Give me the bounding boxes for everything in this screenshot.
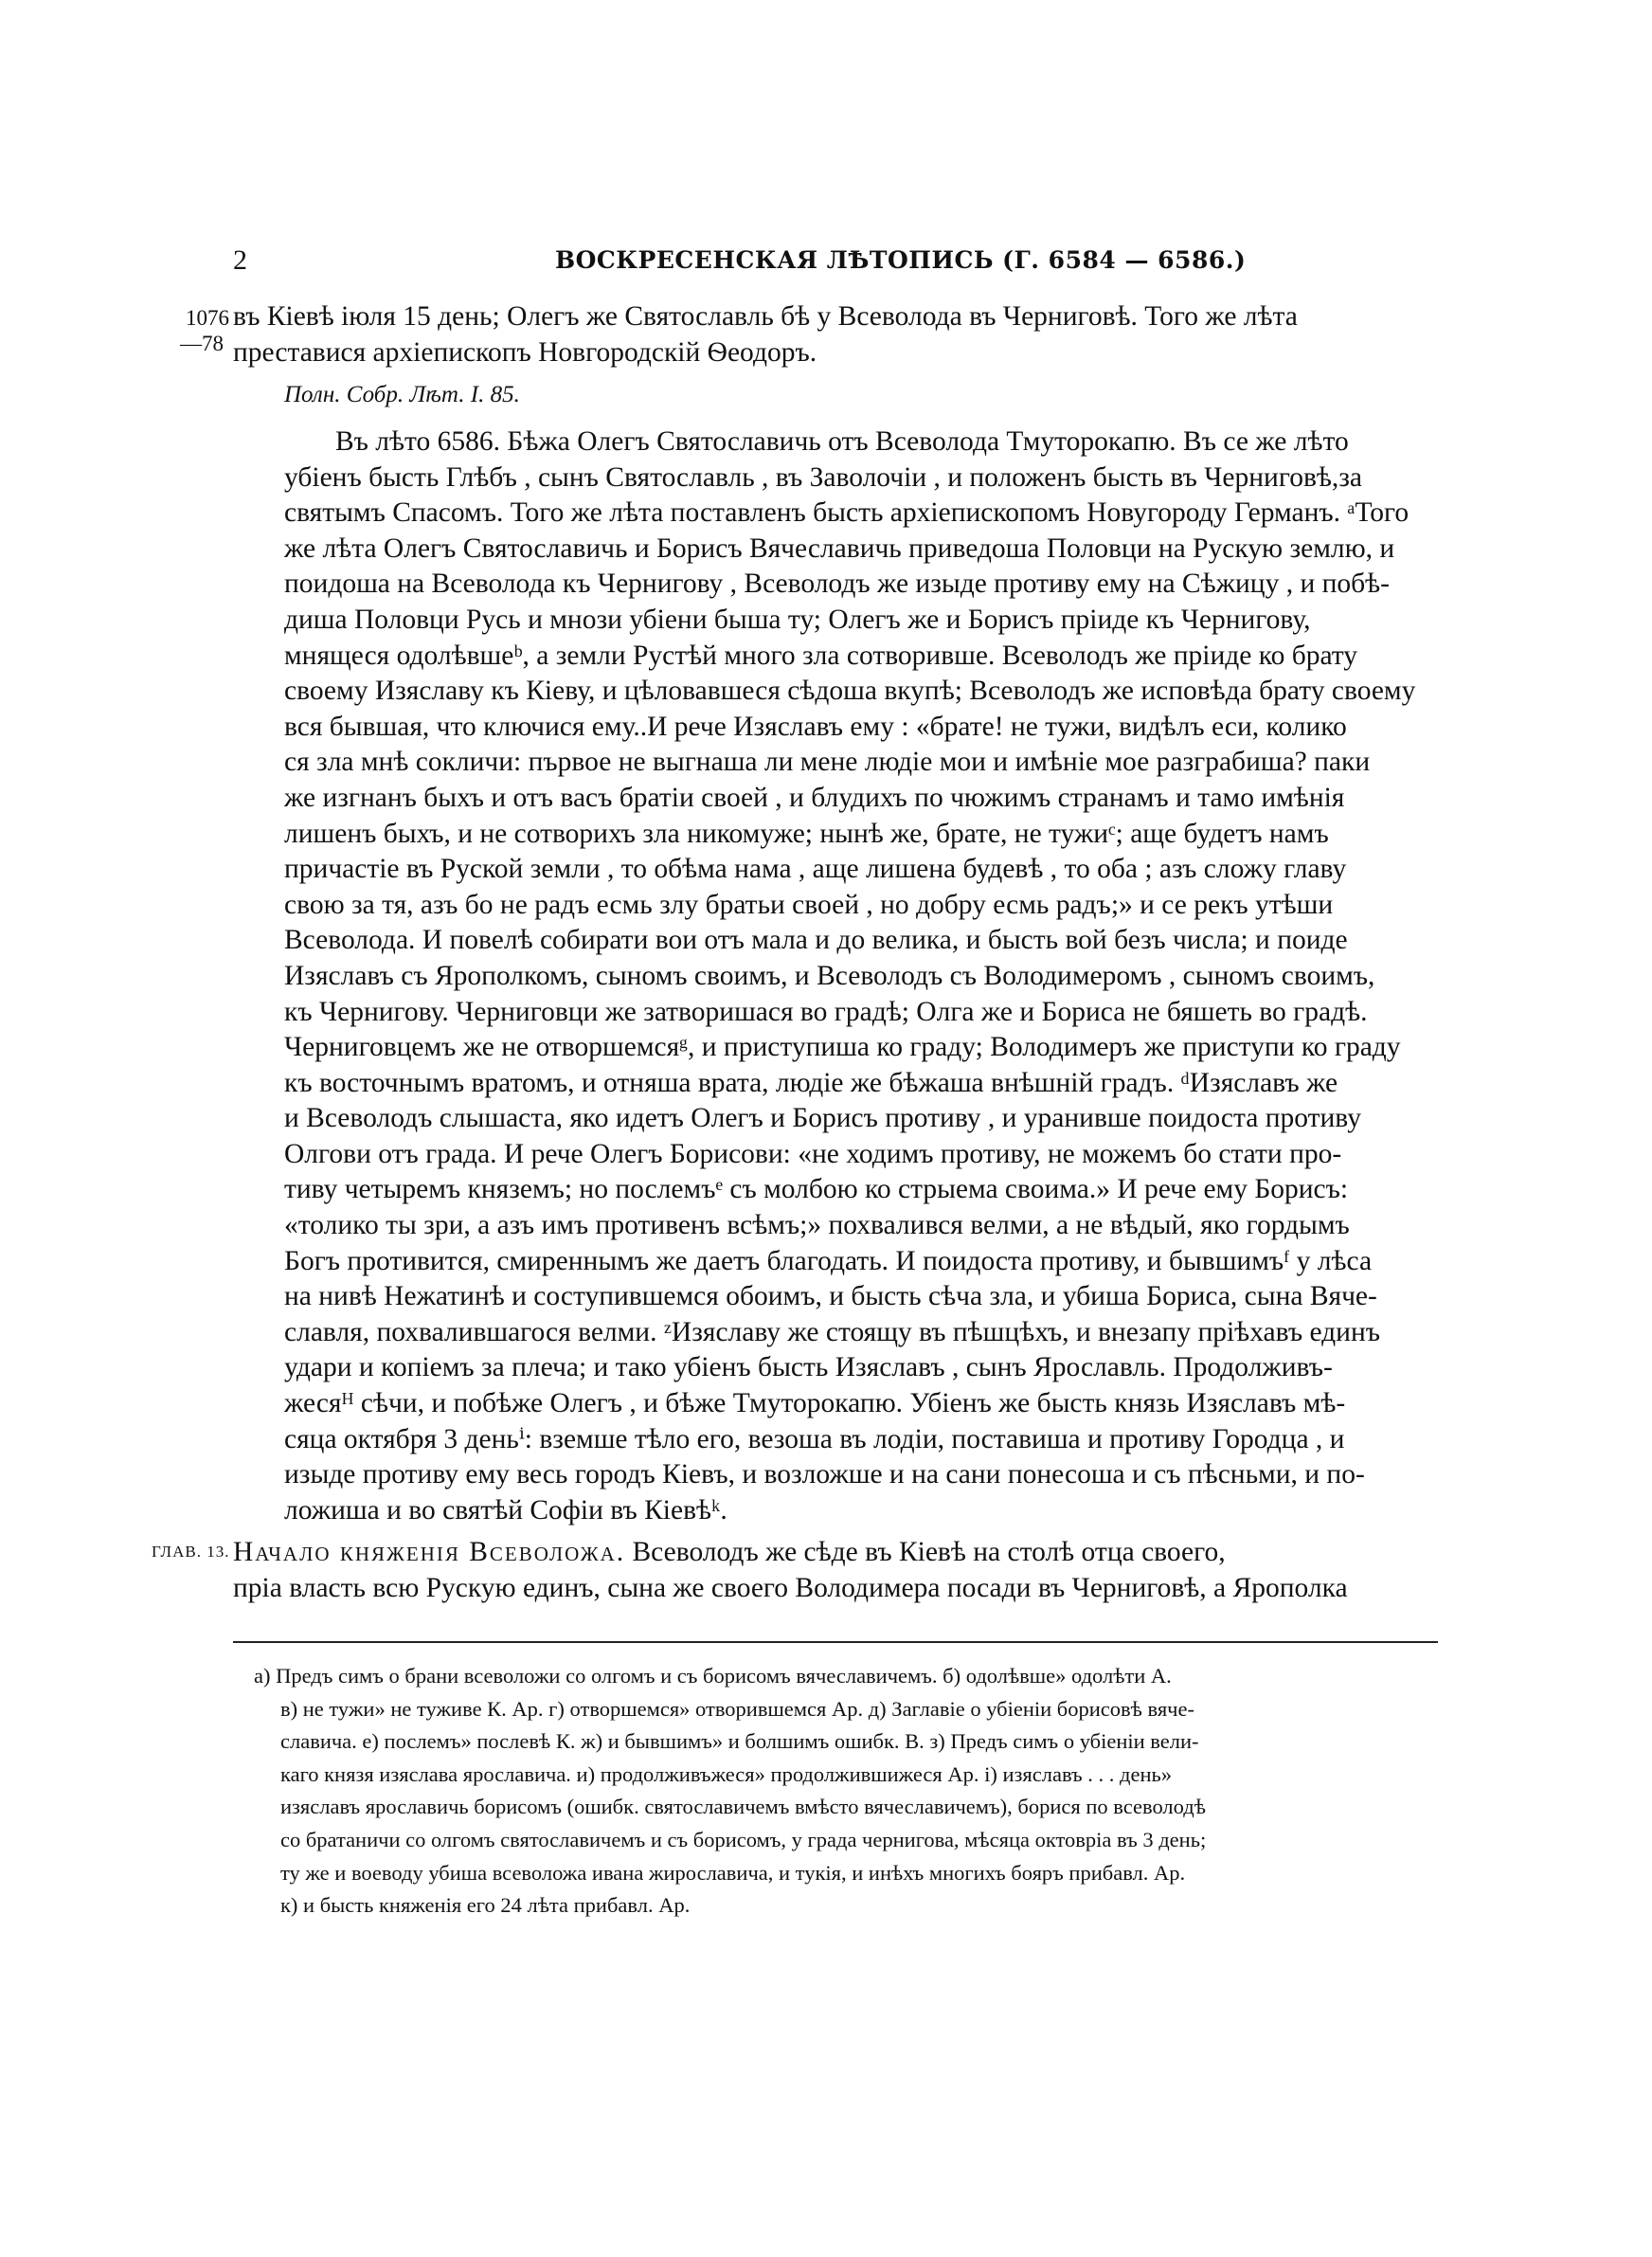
source-reference: Полн. Собр. Лѣт. I. 85. [284, 382, 520, 407]
page-header [233, 244, 1464, 282]
text-line: славля, похвалившагося велми. ᶻИзяславу же стоящу въ пѣшцѣхъ, и внезапу пріѣхавъ единъ [284, 1316, 1381, 1347]
footnote-line: к) и бысть княженія его 24 лѣта прибавл. Ар. [280, 1893, 691, 1918]
page-number: 2 [233, 244, 247, 276]
text-line: своему Изяславу къ Кіеву, и цѣловавшеся сѣдоша вкупѣ; Всеволодъ же исповѣда брату своему [284, 676, 1416, 707]
text-line: Всеволода. И повелѣ собирати вои отъ мала и до велика, и бысть вой безъ числа; и поиде [284, 925, 1348, 956]
text-line: свою за тя, азъ бо не радъ есмь злу братьи своей , но добру есмь радъ;» и се рекъ утѣши [284, 889, 1334, 920]
text-line: поидоша на Всеволода къ Чернигову , Всеволодъ же изыде противу ему на Сѣжицу , и побѣ- [284, 569, 1391, 600]
running-title: ВОСКРЕСЕНСКАЯ ЛѢТОПИСЬ (Г. 6584 — 6586.) [555, 246, 1247, 274]
text-line: къ Чернигову. Черниговци же затворишася во градѣ; Олга же и Бориса не бяшеть во градѣ. [284, 996, 1368, 1027]
text-line: лишенъ быхъ, и не сотворихъ зла никомуже; нынѣ же, брате, не тужиᶜ; аще будетъ намъ [284, 818, 1329, 849]
text-line: же изгнанъ быхъ и отъ васъ братіи своей , и блудихъ по чюжимъ странамъ и тамо имѣнія [284, 782, 1345, 813]
text-line: диша Половци Русь и мнози убіени быша ту; Олегъ же и Борисъ пріиде къ Чернигову, [284, 604, 1311, 635]
entry-6586 [233, 424, 1438, 1528]
text-line: Богъ противится, смиреннымъ же даетъ благодать. И поидоста противу, и бывшимъᶠ у лѣса [284, 1245, 1373, 1276]
text-line: убіенъ бысть Глѣбъ , сынъ Святославль , въ Заволочіи , и положенъ бысть въ Черниговѣ,за [284, 461, 1363, 493]
chapter-text: Всеволодъ же сѣде въ Кіевѣ на столѣ отца своего, [632, 1537, 1226, 1567]
text-line: Олгови отъ града. И рече Олегъ Борисови: «не ходимъ противу, не можемъ бо стати про- [284, 1138, 1342, 1169]
footnote-line: славича. е) послемъ» послевѣ К. ж) и бывшимъ» и болшимъ ошибк. В. з) Предъ симъ о убіеніи вели- [280, 1729, 1199, 1754]
chapter-13 [233, 1535, 1438, 1606]
footnote-line: а) Предъ симъ о брани всеволожи со олгомъ и съ борисомъ вячеславичемъ. б) одолѣвше» одолѣти А. [254, 1664, 1172, 1688]
text-line: же лѣта Олегъ Святославичь и Борисъ Вячеславичь приведоша Половци на Рускую землю, и [284, 533, 1395, 564]
text-line: ложиша и во святѣй Софіи въ Кіевѣᵏ. [284, 1494, 727, 1526]
text-line: къ восточнымъ вратомъ, и отняша врата, людіе же бѣжаша внѣшній градъ. ᵈИзяславъ же [284, 1067, 1338, 1098]
text-line: Изяславъ съ Ярополкомъ, сыномъ своимъ, и Всеволодъ съ Володимеромъ , сыномъ своимъ, [284, 960, 1375, 991]
footnote-line: изяславъ ярославичь борисомъ (ошибк. святославичемъ вмѣсто вячеславичемъ), борися по всеволодѣ [280, 1795, 1206, 1819]
text-line: ся зла мнѣ сокличи: първое не выгнаша ли мене людіе мои и имѣніе мое разграбиша? паки [284, 747, 1371, 778]
text-line: вся бывшая, что ключися ему..И рече Изяславъ ему : «брате! не тужи, видѣлъ еси, колико [284, 711, 1347, 742]
margin-year-start: 1076 [186, 306, 229, 330]
text-line: изыде противу ему весь городъ Кіевъ, и возложше и на сани понесоша и съ пѣсньми, и по- [284, 1459, 1365, 1490]
margin-year-end: —78 [180, 332, 224, 355]
text-line: святымъ Спасомъ. Того же лѣта поставленъ бысть архіепископомъ Новугороду Германъ. ᵃТого [284, 497, 1410, 529]
footnote-line: ту же и воеводу убиша всеволожа ивана жирославича, и тукія, и инѣхъ многихъ бояръ прибавл. Ар. [280, 1860, 1186, 1885]
margin-chapter-marker: ГЛАВ. 13. [152, 1543, 230, 1561]
footnote-divider [233, 1641, 1438, 1643]
entry-1076 [233, 299, 1438, 370]
text-line: «толико ты зри, а азъ имъ противенъ всѣмъ;» похвалився велми, а не вѣдый, яко гордымъ [284, 1210, 1350, 1241]
text-line: на нивѣ Нежатинѣ и соступившемся обоимъ, и бысть сѣча зла, и убиша Бориса, сына Вяче- [284, 1281, 1377, 1312]
footnote-line: каго князя изяслава ярославича. и) продолживъжеся» продолжившижеся Ар. і) изяславъ . . . день» [280, 1761, 1173, 1786]
footnote-line: в) не тужи» не туживе К. Ар. г) отворшемся» отворившемся Ар. д) Заглавіе о убіеніи борисовѣ вяче- [280, 1696, 1194, 1721]
footnotes [254, 1660, 1438, 1923]
chapter-title: Начало княженія Всеволожа. [233, 1537, 626, 1567]
text-line: удари и копіемъ за плеча; и тако убіенъ бысть Изяславъ , сынъ Ярославль. Продолживъ- [284, 1352, 1333, 1383]
footnote-line: со братаничи со олгомъ святославичемъ и съ борисомъ, у града чернигова, мѣсяца октовріа въ 3 день; [280, 1827, 1207, 1851]
text-line: мнящеся одолѣвшеᵇ, а земли Рустѣй много зла сотворивше. Всеволодъ же пріиде ко брату [284, 640, 1358, 671]
text-line: Въ лѣто 6586. Бѣжа Олегъ Святославичь отъ Всеволода Тмуторокапю. Въ се же лѣто [335, 426, 1349, 457]
text-line: жесяᴴ сѣчи, и побѣже Олегъ , и бѣже Тмуторокапю. Убіенъ же бысть князь Изяславъ мѣ- [284, 1388, 1346, 1419]
text-line: причастіе въ Руской земли , то обѣма нама , аще лишена будевѣ , то оба ; азъ сложу главу [284, 854, 1347, 885]
text-line: и Всеволодъ слышаста, яко идетъ Олегъ и Борисъ противу , и уранивше поидоста противу [284, 1103, 1361, 1134]
text-line: пріа власть всю Рускую единъ, сына же своего Володимера посади въ Черниговѣ, а Ярополка [233, 1572, 1348, 1603]
text-line: преставися архіепископъ Новгородскій Ѳеодоръ. [233, 336, 817, 368]
text-line: тиву четыремъ княземъ; но послемъᵉ съ молбою ко стрыема своима.» И рече ему Борисъ: [284, 1174, 1349, 1205]
chapter-first-line [233, 1535, 1438, 1571]
text-line: Черниговцемъ же не отворшемсяᵍ, и приступиша ко граду; Володимеръ же приступи ко граду [284, 1032, 1401, 1063]
text-line: въ Кіевѣ іюля 15 день; Олегъ же Святославль бѣ у Всеволода въ Черниговѣ. Того же лѣта [233, 301, 1298, 332]
text-line: сяца октября 3 деньⁱ: вземше тѣло его, везоша въ лодіи, поставиша и противу Городца , и [284, 1423, 1345, 1454]
